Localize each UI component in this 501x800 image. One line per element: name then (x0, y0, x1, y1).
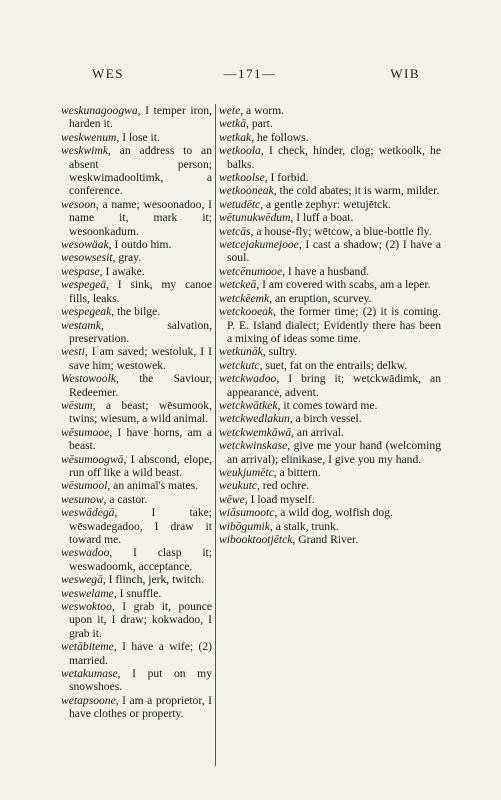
dictionary-entry: wetckwātkek, it comes toward me. (219, 398, 378, 412)
dictionary-entry: wetckooeak, the former time; (2) it is coming. P. E. Island dialect; Evidently there has been a mixing of ideas some time. (219, 305, 441, 345)
header-right-guide-word: WIB (390, 66, 420, 81)
dictionary-entry: wetkunāk, sultry. (219, 345, 298, 359)
right-column (219, 104, 441, 546)
page-number: —171— (223, 66, 277, 81)
dictionary-entry: weskwenum, I lose it. (61, 130, 160, 144)
column-divider (215, 104, 216, 766)
dictionary-entry: wetudētc, a gentle zephyr: wetujētck. (219, 197, 391, 211)
dictionary-entry: wesunow, a castor. (61, 492, 148, 506)
dictionary-entry: wetkoola, I check, hinder, clog; wetkoolk, he balks. (219, 144, 441, 171)
dictionary-entry: westamk, salvation, preservation. (61, 318, 212, 345)
dictionary-entry: weswelame, I snuffle. (61, 586, 162, 600)
dictionary-entry: wesowsesit, gray. (61, 251, 142, 265)
dictionary-entry: wetkak, he follows. (219, 130, 309, 144)
dictionary-entry: wespase, I awake. (61, 264, 145, 278)
page-header (80, 66, 420, 86)
dictionary-entry: wētunukwēdum, I luff a boat. (219, 211, 354, 225)
dictionary-entry: wetkooneak, the cold abates; it is warm, milder. (219, 184, 440, 198)
dictionary-entry: weswādegā, I take; wēswadegadoo, I draw it toward me. (61, 506, 212, 546)
dictionary-entry: wetcejakumejooe, I cast a shadow; (2) I have a soul. (219, 238, 441, 265)
dictionary-entry: wetckutc, suet, fat on the entrails; delkw. (219, 358, 408, 372)
dictionary-entry: wibōgumik, a stalk, trunk. (219, 519, 339, 533)
dictionary-entry: wetapsoone, I am a proprietor, I have clothes or property. (61, 693, 212, 721)
dictionary-entry: wibooktootjētck, Grand River. (219, 533, 359, 546)
dictionary-entry: wesowäak, I outdo him. (61, 238, 172, 252)
dictionary-entry: wetckwemkāwā, an arrival. (219, 425, 344, 439)
dictionary-entry: wetakumase, I put on my snowshoes. (61, 667, 212, 694)
dictionary-entry: wiāsumootc, a wild dog, wolfish dog. (219, 506, 393, 520)
dictionary-entry: wetckwadoo, I bring it; wetckwādimk, an appearance, advent. (219, 372, 441, 399)
dictionary-entry: wetābiteme, I have a wife; (2) married. (61, 640, 212, 667)
dictionary-entry: weukutc, red ochre. (219, 479, 310, 493)
header-left-guide-word: WES (92, 66, 124, 81)
dictionary-entry: weukjumētc, a bittern. (219, 465, 321, 479)
dictionary-entry: wēwe, I load myself. (219, 492, 315, 506)
dictionary-entry: wesoon, a name; wesoonadoo, I name it, mark it; wesoonkadum. (61, 197, 212, 238)
dictionary-entry: wēsumooe, I have horns, am a beast. (61, 425, 212, 453)
dictionary-entry: westi, I am saved; westoluk, I I save him; westowek. (61, 345, 212, 372)
dictionary-entry: wēsum, a beast; wēsumook, twins; wiesum, a wild animal. (61, 398, 212, 426)
dictionary-entry: wetkoolse, I forbid. (219, 171, 309, 185)
dictionary-entry: wēsumool, an animal's mates. (61, 479, 199, 493)
dictionary-entry: wetckwedlakun, a birch vessel. (219, 412, 362, 426)
dictionary-entry: Westowoolk, the Saviour, Redeemer. (61, 372, 212, 399)
dictionary-entry: wetckeā, I am covered with scabs, am a leper. (219, 278, 431, 292)
dictionary-entry: wespegeak, the bilge. (61, 305, 161, 319)
dictionary-entry: wetckēemk, an eruption, scurvey. (219, 291, 372, 305)
dictionary-entry: wetkā, part. (219, 117, 273, 131)
dictionary-entry: weswoktoo, I grab it, pounce upon it, I draw; kokwadoo, I grab it. (61, 600, 212, 640)
dictionary-entry: wetckwinskase, give me your hand (welcoming an arrival); elinikase, I give you my hand. (219, 439, 441, 466)
dictionary-entry: weswadoo, I clasp it; weswadoomk, acceptance. (61, 546, 212, 573)
left-column (61, 104, 212, 721)
dictionary-entry: weskunagoogwa, I temper iron, harden it. (61, 104, 212, 131)
dictionary-entry: wetcēnumooe, I have a husband. (219, 264, 370, 278)
dictionary-entry: wespegeä, I sink, my canoe fills, leaks. (61, 278, 212, 305)
dictionary-entry: weskwimk, an address to an absent person; weskwimadooltimk, a conference. (61, 144, 212, 198)
dictionary-entry: wete, a worm. (219, 104, 285, 117)
dictionary-entry: wetcās, a house-fly; wētcow, a blue-bottle fly. (219, 224, 432, 238)
dictionary-entry: weswegā, I flinch, jerk, twitch. (61, 573, 204, 587)
dictionary-entry: wēsumoogwā, I abscond, elope, run off like a wild beast. (61, 452, 212, 479)
